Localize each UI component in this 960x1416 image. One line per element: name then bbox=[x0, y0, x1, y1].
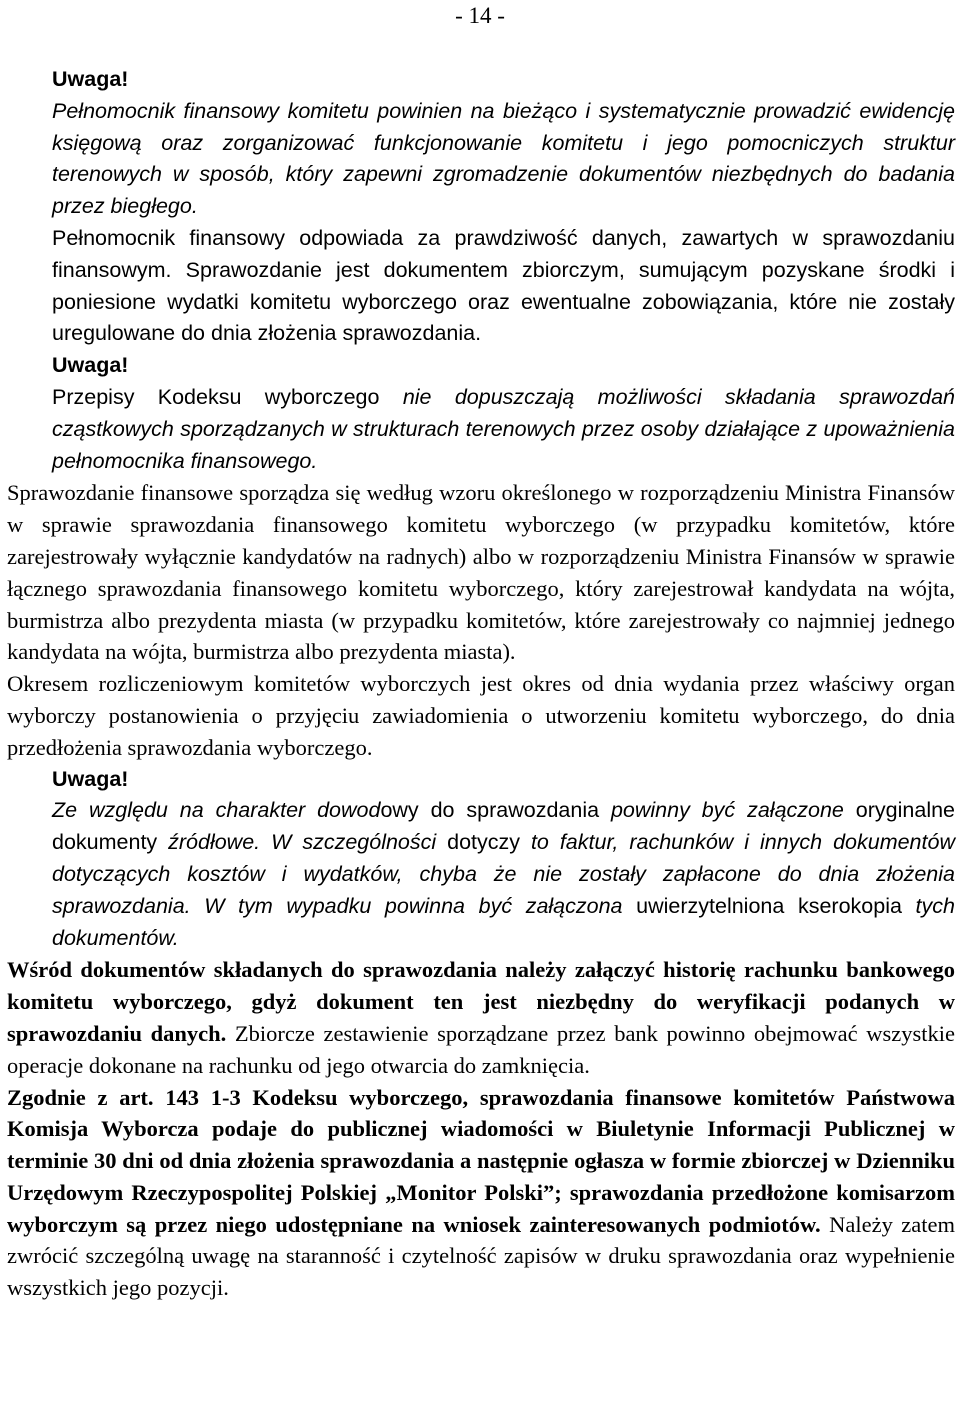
note-3-part-1: Ze względu na charakter dowod bbox=[52, 798, 381, 823]
note-3-part-2: owy do sprawozdania bbox=[380, 798, 611, 823]
note-heading-2: Uwaga! bbox=[52, 353, 129, 378]
paragraph-bank-history-bold: Wśród dokumentów składanych do sprawozdania należy załączyć historię rachunku bankowego komitetu wyborczego, gdyż dokument ten jest niezbędny do weryfikacji podanych w sprawozdaniu danych. bbox=[7, 957, 955, 1046]
paragraph-publication bbox=[7, 1082, 955, 1305]
note-3-part-8: uwierzytelniona kserokopia bbox=[622, 893, 916, 918]
paragraph-settlement-period: Okresem rozliczeniowym komitetów wyborczych jest okres od dnia wydania przez właściwy organ wyborczy postanowienia o przyjęciu zawiadomienia o utworzeniu komitetu wyborczego, do dnia przedłożenia sprawozdania wyborczego. bbox=[7, 671, 955, 760]
paragraph-report-form: Sprawozdanie finansowe sporządza się według wzoru określonego w rozporządzeniu Ministra Finansów w sprawie sprawozdania finansowego komitetu wyborczego (w przypadku komitetów, które zarejestrowały wyłącznie kandydatów na radnych) albo w rozporządzeniu Ministra Finansów w sprawie łącznego sprawozdania finansowego komitetu wyborczego, który zarejestrował kandydata na wójta, burmistrza albo prezydenta miasta (w przypadku komitetów, które zarejestrowały co najmniej jednego kandydata na wójta, burmistrza albo prezydenta miasta). bbox=[7, 480, 955, 665]
note-paragraph-2 bbox=[52, 382, 955, 477]
note-3-part-9: tych dokumentów. bbox=[52, 893, 955, 950]
note-paragraph-2-lead: Przepisy Kodeksu wyborczego bbox=[52, 384, 380, 409]
note-paragraph-1: Pełnomocnik finansowy komitetu powinien na bieżąco i systematycznie prowadzić ewidencję księgową oraz zorganizować funkcjonowanie komitetu i jego pomocniczych struktur terenowych w sposób, który zapewni zgromadzenie dokumentów niezbędnych do badania przez biegłego. bbox=[52, 98, 955, 219]
note-3-part-3: powinny być załączone bbox=[610, 798, 844, 823]
note-3-part-6: dotyczy bbox=[436, 830, 531, 855]
document-body bbox=[7, 64, 955, 1304]
note-heading-1: Uwaga! bbox=[52, 67, 129, 91]
note-3-part-5: źródłowe. W szczególności bbox=[168, 830, 437, 855]
page-number: - 14 - bbox=[455, 3, 505, 28]
paragraph-bank-history-rest: Zbiorcze zestawienie sporządzane przez bank powinno obejmować wszystkie operacje dokonane na rachunku od jego otwarcia do zamknięcia. bbox=[7, 1020, 955, 1078]
note-3-part-4: oryginalne dokumenty bbox=[52, 798, 956, 855]
paragraph-responsibility bbox=[52, 223, 955, 350]
paragraph-bank-history bbox=[7, 954, 955, 1081]
paragraph-responsibility-part-1: Pełnomocnik finansowy odpowiada za prawdziwość danych, zawartych w sprawozdaniu finansowym. bbox=[52, 225, 955, 282]
paragraph-publication-bold: Zgodnie z art. 143 1-3 Kodeksu wyborczego, sprawozdania finansowe komitetów Państwowa Komisja Wyborcza podaje do publicznej wiadomości w Biuletynie Informacji Publicznej w terminie 30 dni od dnia złożenia sprawozdania a następnie ogłasza w formie zbiorczej w Dzienniku Urzędowym Rzeczypospolitej Polskiej „Monitor Polski”; sprawozdania przedłożone komisarzom wyborczym są przez niego udostępniane na wniosek zainteresowanych podmiotów. bbox=[7, 1084, 955, 1237]
note-paragraph-3 bbox=[52, 795, 955, 954]
paragraph-responsibility-part-2: Sprawozdanie jest dokumentem zbiorczym, sumującym pozyskane środki i poniesione wydatki komitetu wyborczego oraz ewentualne zobowiązania, które nie zostały uregulowane do dnia złożenia sprawozdania. bbox=[52, 257, 955, 346]
note-3-part-7: to faktur, rachunków i innych dokumentów dotyczących kosztów i wydatków, chyba że nie zostały zapłacone do dnia złożenia sprawozdania. W tym wypadku powinna być załączona bbox=[52, 830, 955, 918]
note-paragraph-2-italic: nie dopuszczają możliwości składania sprawozdań cząstkowych sporządzanych w strukturach terenowych przez osoby działające z upoważnienia pełnomocnika finansowego. bbox=[52, 384, 956, 473]
note-heading-3: Uwaga! bbox=[52, 766, 129, 791]
paragraph-publication-rest: Należy zatem zwrócić szczególną uwagę na staranność i czytelność zapisów w druku sprawozdania oraz wypełnienie wszystkich jego pozycji. bbox=[7, 1211, 956, 1301]
